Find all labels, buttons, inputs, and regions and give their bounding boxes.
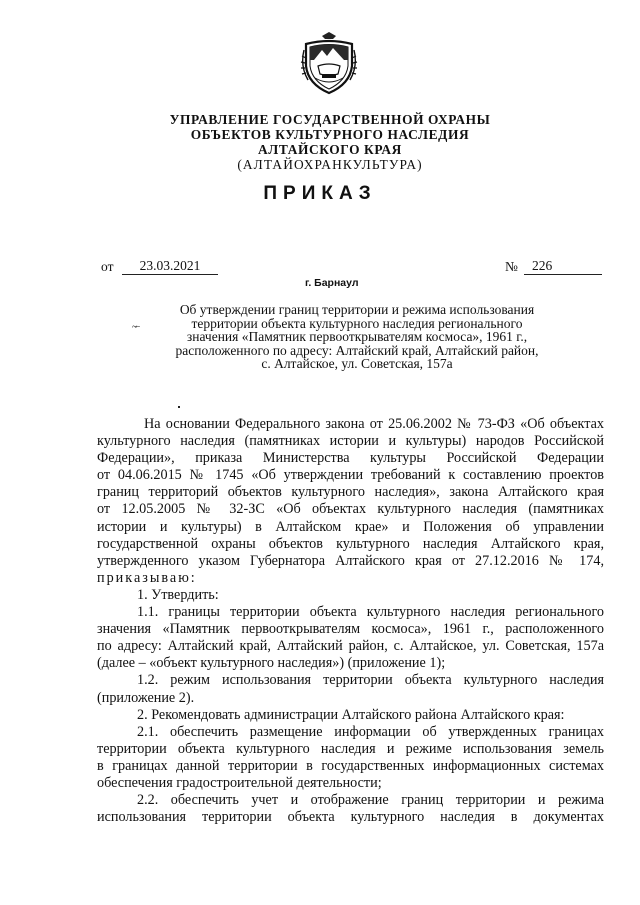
body-line: На основании Федерального закона от 25.06.2002 № 73-ФЗ «Об объектах [144, 416, 604, 432]
body-line: утвержденного указом Губернатора Алтайского края от 27.12.2016 № 174, [97, 552, 604, 569]
body-item-1-1: 1.1. границы территории объекта культурного наследия регионального [137, 604, 604, 621]
organization-line-3: АЛТАЙСКОГО КРАЯ [258, 142, 402, 157]
body-line: границ территорий объектов культурного наследия», закона Алтайского края [97, 484, 604, 501]
body-item-2-2: 2.2. обеспечить учет и отображение границ территории и режима [137, 792, 604, 809]
subject-line-1: Об утверждении границ территории и режима использования [179, 302, 535, 317]
subject-line-5: с. Алтайское, ул. Советская, 157а [261, 356, 453, 372]
organization-header [150, 112, 510, 172]
body-item-1: 1. Утвердить: [137, 586, 219, 603]
body-line: по адресу: Алтайский край, Алтайский район, с. Алтайское, ул. Советская, 157а [97, 638, 604, 655]
body-line: территории объекта культурного наследия и режиме использования земель [97, 740, 604, 757]
date-label: от [101, 259, 114, 274]
body-item-2-1: 2.1. обеспечить размещение информации об утвержденных границах [137, 723, 604, 740]
organization-line-1: УПРАВЛЕНИЕ ГОСУДАРСТВЕННОЙ ОХРАНЫ [169, 112, 491, 127]
subject-line-4: расположенного по адресу: Алтайский край, Алтайский район, [175, 342, 539, 358]
city-label: г. Барнаул [305, 277, 359, 289]
body-line: в границах данной территории в государственных информационных системах [97, 757, 604, 774]
body-line: культурного наследия (памятниках истории и культуры) народов Российской [97, 433, 604, 450]
body-line: (далее – «объект культурного наследия») (приложение 1); [97, 655, 446, 672]
subject-line-2: территории объекта культурного наследия регионального [191, 315, 523, 331]
body-line-order-word: приказываю: [97, 569, 197, 586]
order-date: 23.03.2021 [122, 257, 218, 275]
body-line: (приложение 2). [97, 689, 195, 706]
document-type-title: ПРИКАЗ [263, 183, 377, 204]
order-subject [137, 303, 577, 371]
subject-line-3: значения «Памятник первооткрывателям космоса», 1961 г., [186, 329, 528, 345]
body-item-2: 2. Рекомендовать администрации Алтайского района Алтайского края: [137, 706, 565, 723]
body-line: использования территории объекта культурного наследия в документах [97, 809, 604, 826]
order-body [97, 416, 604, 826]
order-number: 226 [524, 257, 602, 275]
body-line: значения «Памятник первооткрывателям космоса», 1961 г., расположенного [97, 621, 604, 638]
margin-mark: ~̶ [132, 322, 138, 333]
body-line: от 04.06.2015 № 1745 «Об утверждении требований к составлению проектов [97, 467, 604, 484]
stray-dot [178, 406, 180, 408]
body-line: обеспечения градостроительной деятельности; [97, 774, 382, 791]
coat-of-arms-emblem [300, 30, 358, 96]
body-line: государственной охраны объектов культурного наследия Алтайского края, [97, 535, 604, 552]
body-line: истории и культуры) в Алтайском крае» и Положения об управлении [97, 518, 604, 535]
number-label: № [505, 259, 518, 274]
organization-line-2: ОБЪЕКТОВ КУЛЬТУРНОГО НАСЛЕДИЯ [190, 127, 470, 142]
body-line: Федерации», приказа Министерства культуры Российской Федерации [97, 450, 604, 467]
body-item-1-2: 1.2. режим использования территории объекта культурного наследия [137, 672, 604, 689]
body-line: от 12.05.2005 № 32-ЗС «Об объектах культурного наследия (памятниках [97, 501, 604, 518]
organization-abbreviation: (АЛТАЙОХРАНКУЛЬТУРА) [237, 157, 423, 172]
